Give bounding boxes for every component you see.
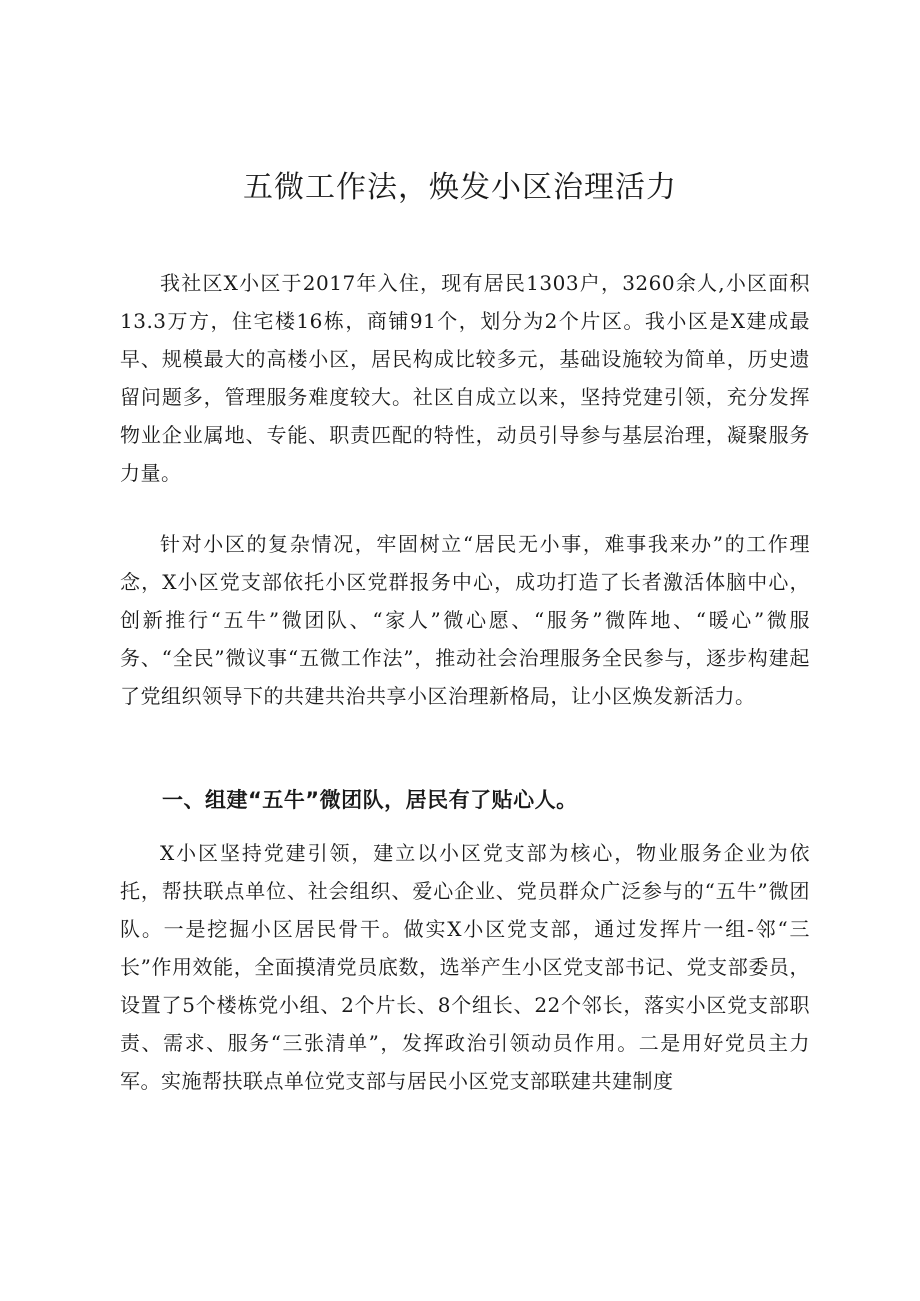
section-paragraph: X小区坚持党建引领，建立以小区党支部为核心，物业服务企业为依托，帮扶联点单位、社会组织、爱心企业、党员群众广泛参与的“五牛”微团队。一是挖掘小区居民骨干。做实X小区党支部，通过发挥片一组-邻“三长”作用效能，全面摸清党员底数，选举产生小区党支部书记、党支部委员，设置了5个楼栋党小组、2个片长、8个组长、22个邻长，落实小区党支部职责、需求、服务“三张清单”，发挥政治引领动员作用。二是用好党员主力军。实施帮扶联点单位党支部与居民小区党支部联建共建制度 bbox=[120, 841, 810, 1093]
paragraph-intro: 我社区X小区于2017年入住，现有居民1303户，3260余人,小区面积13.3万方，住宅楼16栋，商铺91个，划分为2个片区。我小区是X建成最早、规模最大的高楼小区，居民构成比较多元，基础设施较为简单，历史遗留问题多，管理服务难度较大。社区自成立以来，坚持党建引领，充分发挥物业企业属地、专能、职责匹配的特性，动员引导参与基层治理，凝聚服务力量。 bbox=[120, 271, 810, 485]
section-heading: 一、组建“五牛”微团队，居民有了贴心人。 bbox=[162, 788, 578, 812]
paragraph-overview: 针对小区的复杂情况，牢固树立“居民无小事，难事我来办”的工作理念，X小区党支部依托小区党群报务中心，成功打造了长者激活体脑中心，创新推行“五牛”微团队、“家人”微心愿、“服务”微阵地、“暖心”微服务、“全民”微议事“五微工作法”，推动社会治理服务全民参与，逐步构建起了党组织领导下的共建共治共享小区治理新格局，让小区焕发新活力。 bbox=[120, 532, 810, 708]
document-title: 五微工作法，焕发小区治理活力 bbox=[243, 170, 677, 205]
